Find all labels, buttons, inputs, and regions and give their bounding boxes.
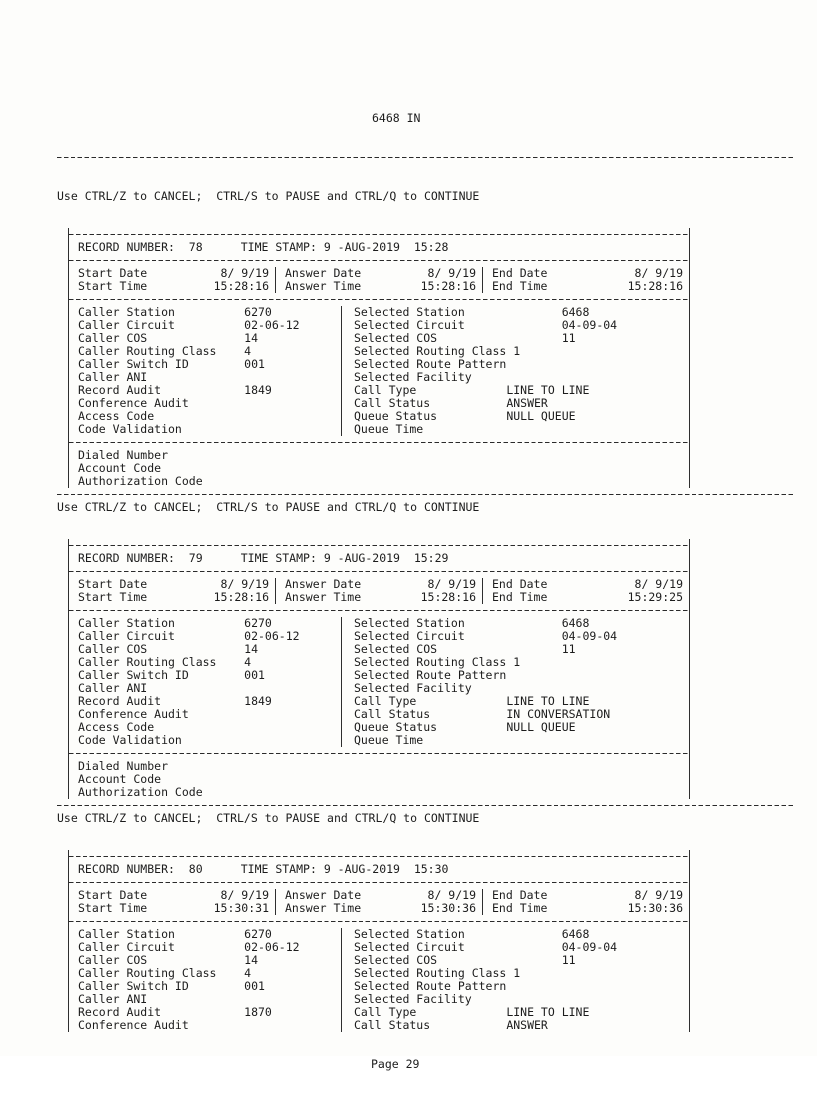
end-time-label: End Time <box>492 901 548 915</box>
caller-field-label: Caller COS <box>78 953 148 967</box>
record-footer-line: Dialed Number <box>78 448 169 462</box>
caller-field-label: Caller ANI <box>78 370 148 384</box>
start-date-value: 8/ 9/19 <box>220 888 269 902</box>
record-box <box>68 539 690 799</box>
caller-field-value: 02-06-12 <box>244 318 300 332</box>
caller-field-value: 1870 <box>244 1005 272 1019</box>
selected-field-value: LINE TO LINE <box>506 383 590 397</box>
caller-field-label: Caller COS <box>78 331 148 345</box>
divider <box>69 604 689 617</box>
caller-field-value: 001 <box>244 668 265 682</box>
selected-field-label: Selected Route Pattern <box>354 668 507 682</box>
selected-field-label: Selected Circuit <box>354 629 465 643</box>
selected-field-value: ANSWER <box>506 1018 548 1032</box>
selected-field-label: Call Type <box>354 383 417 397</box>
start-time-cell <box>69 591 275 604</box>
divider <box>57 488 795 501</box>
start-time-value: 15:30:31 <box>213 901 269 915</box>
selected-field-label: Call Status <box>354 396 431 410</box>
record-box <box>68 228 690 488</box>
caller-field-value: 02-06-12 <box>244 940 300 954</box>
record-number-label: RECORD NUMBER: <box>78 862 175 876</box>
end-time-cell <box>482 902 689 915</box>
end-date-value: 8/ 9/19 <box>634 888 683 902</box>
start-time-cell <box>69 902 275 915</box>
end-time-label: End Time <box>492 279 548 293</box>
selected-field-label: Selected Routing Class <box>354 344 507 358</box>
caller-cell <box>69 734 341 747</box>
selected-cell <box>341 423 689 436</box>
selected-field-value: ANSWER <box>506 396 548 410</box>
start-time-cell <box>69 280 275 293</box>
caller-field-label: Record Audit <box>78 383 162 397</box>
selected-field-label: Selected COS <box>354 953 438 967</box>
selected-field-label: Call Type <box>354 694 417 708</box>
selected-field-label: Selected Station <box>354 927 465 941</box>
date-row <box>69 591 689 604</box>
answer-time-value: 15:28:16 <box>420 279 476 293</box>
control-hint: Use CTRL/Z to CANCEL; CTRL/S to PAUSE and CTRL/Q to CONTINUE <box>57 189 480 203</box>
selected-field-value: 04-09-04 <box>561 318 618 332</box>
selected-field-value: IN CONVERSATION <box>506 707 611 721</box>
caller-field-label: Record Audit <box>78 694 162 708</box>
start-time-value: 15:28:16 <box>213 279 269 293</box>
divider <box>57 799 795 812</box>
end-date-value: 8/ 9/19 <box>634 266 683 280</box>
caller-field-label: Caller Circuit <box>78 318 175 332</box>
end-time-value: 15:30:36 <box>627 901 683 915</box>
end-date-label: End Date <box>492 888 548 902</box>
selected-field-label: Selected COS <box>354 331 438 345</box>
divider <box>69 539 689 552</box>
time-stamp-value: 9 -AUG-2019 15:29 <box>323 551 449 565</box>
date-row <box>69 267 689 280</box>
date-row <box>69 578 689 591</box>
record-number-label: RECORD NUMBER: <box>78 551 175 565</box>
selected-field-value: 11 <box>561 642 576 656</box>
selected-field-value: 6468 <box>561 927 590 941</box>
selected-field-label: Selected Facility <box>354 370 472 384</box>
caller-field-value: 14 <box>244 642 259 656</box>
record-footer-line: Account Code <box>78 461 162 475</box>
selected-cell <box>341 1019 689 1032</box>
answer-time-label: Answer Time <box>285 279 362 293</box>
divider <box>69 876 689 889</box>
selected-field-value: 6468 <box>561 305 590 319</box>
end-time-cell <box>482 591 689 604</box>
time-stamp-value: 9 -AUG-2019 15:28 <box>323 240 449 254</box>
divider <box>69 228 689 241</box>
caller-field-label: Caller ANI <box>78 992 148 1006</box>
start-time-label: Start Time <box>78 279 148 293</box>
answer-time-label: Answer Time <box>285 590 362 604</box>
divider <box>69 915 689 928</box>
selected-field-label: Selected Station <box>354 616 465 630</box>
selected-cell <box>341 734 689 747</box>
control-hint: Use CTRL/Z to CANCEL; CTRL/S to PAUSE and CTRL/Q to CONTINUE <box>57 500 480 514</box>
caller-field-value: 4 <box>244 655 252 669</box>
selected-field-label: Selected Routing Class <box>354 966 507 980</box>
selected-field-label: Selected Circuit <box>354 318 465 332</box>
start-date-value: 8/ 9/19 <box>220 577 269 591</box>
selected-field-value: NULL QUEUE <box>506 409 576 423</box>
selected-field-value: 04-09-04 <box>561 629 618 643</box>
start-time-label: Start Time <box>78 901 148 915</box>
divider <box>57 151 795 164</box>
divider <box>69 436 689 449</box>
divider <box>69 293 689 306</box>
record-number-value: 80 <box>188 862 203 876</box>
selected-field-label: Selected Route Pattern <box>354 357 507 371</box>
answer-time-value: 15:28:16 <box>420 590 476 604</box>
selected-field-value: 1 <box>513 344 521 358</box>
selected-field-label: Selected Station <box>354 305 465 319</box>
selected-field-value: 1 <box>513 655 521 669</box>
divider <box>69 254 689 267</box>
answer-date-label: Answer Date <box>285 577 362 591</box>
start-time-value: 15:28:16 <box>213 590 269 604</box>
selected-field-label: Selected Route Pattern <box>354 979 507 993</box>
end-time-label: End Time <box>492 590 548 604</box>
end-time-value: 15:29:25 <box>627 590 683 604</box>
caller-field-value: 4 <box>244 344 252 358</box>
answer-time-label: Answer Time <box>285 901 362 915</box>
date-row <box>69 902 689 915</box>
record-number-value: 78 <box>188 240 203 254</box>
answer-date-value: 8/ 9/19 <box>427 577 476 591</box>
caller-field-value: 1849 <box>244 383 272 397</box>
selected-field-label: Selected COS <box>354 642 438 656</box>
selected-field-label: Queue Status <box>354 720 438 734</box>
caller-field-label: Caller Station <box>78 927 175 941</box>
caller-field-label: Caller Routing Class <box>78 344 217 358</box>
caller-field-value: 6270 <box>244 616 272 630</box>
time-stamp-value: 9 -AUG-2019 15:30 <box>323 862 449 876</box>
time-stamp-label: TIME STAMP: <box>240 240 317 254</box>
divider <box>69 565 689 578</box>
start-time-label: Start Time <box>78 590 148 604</box>
caller-field-value: 6270 <box>244 305 272 319</box>
selected-field-label: Call Status <box>354 707 431 721</box>
caller-field-value: 6270 <box>244 927 272 941</box>
caller-field-label: Caller ANI <box>78 681 148 695</box>
caller-field-label: Access Code <box>78 409 155 423</box>
record-box <box>68 850 690 1032</box>
end-time-cell <box>482 280 689 293</box>
page-number: Page 29 <box>371 1057 420 1071</box>
answer-time-value: 15:30:36 <box>420 901 476 915</box>
caller-field-value: 14 <box>244 953 259 967</box>
caller-field-value: 1849 <box>244 694 272 708</box>
caller-field-label: Caller Circuit <box>78 629 175 643</box>
record-footer-line: Authorization Code <box>78 785 203 799</box>
record-footer-line: Authorization Code <box>78 474 203 488</box>
caller-field-label: Caller Switch ID <box>78 979 189 993</box>
selected-field-value: 1 <box>513 966 521 980</box>
page-title: 6468 IN <box>372 111 421 125</box>
caller-field-value: 4 <box>244 966 252 980</box>
caller-field-label: Caller Circuit <box>78 940 175 954</box>
start-date-value: 8/ 9/19 <box>220 266 269 280</box>
answer-date-value: 8/ 9/19 <box>427 266 476 280</box>
caller-field-label: Caller Routing Class <box>78 966 217 980</box>
selected-field-value: 6468 <box>561 616 590 630</box>
selected-field-label: Selected Facility <box>354 681 472 695</box>
selected-field-label: Selected Routing Class <box>354 655 507 669</box>
record-block <box>68 850 690 1032</box>
record-header <box>69 552 689 565</box>
record-number-value: 79 <box>188 551 203 565</box>
record-header <box>69 863 689 876</box>
date-row <box>69 280 689 293</box>
answer-date-value: 8/ 9/19 <box>427 888 476 902</box>
selected-field-label: Selected Circuit <box>354 940 465 954</box>
caller-field-label: Access Code <box>78 720 155 734</box>
selected-field-label: Call Status <box>354 1018 431 1032</box>
selected-field-label: Call Type <box>354 1005 417 1019</box>
record-header <box>69 241 689 254</box>
records-container <box>57 190 795 1032</box>
caller-field-label: Caller Station <box>78 305 175 319</box>
end-time-value: 15:28:16 <box>627 279 683 293</box>
caller-field-value: 14 <box>244 331 259 345</box>
record-footer-line: Account Code <box>78 772 162 786</box>
field-row <box>69 1019 689 1032</box>
caller-field-value: 001 <box>244 357 265 371</box>
record-footer-line: Dialed Number <box>78 759 169 773</box>
answer-date-label: Answer Date <box>285 888 362 902</box>
caller-field-label: Code Validation <box>78 422 182 436</box>
end-date-label: End Date <box>492 577 548 591</box>
answer-time-cell <box>275 280 482 293</box>
selected-field-label: Queue Status <box>354 409 438 423</box>
caller-field-label: Caller COS <box>78 642 148 656</box>
divider <box>69 747 689 760</box>
time-stamp-label: TIME STAMP: <box>240 862 317 876</box>
answer-date-label: Answer Date <box>285 266 362 280</box>
end-date-value: 8/ 9/19 <box>634 577 683 591</box>
date-row <box>69 889 689 902</box>
selected-field-label: Selected Facility <box>354 992 472 1006</box>
selected-field-value: 04-09-04 <box>561 940 618 954</box>
caller-field-label: Caller Station <box>78 616 175 630</box>
caller-cell <box>69 423 341 436</box>
selected-field-value: NULL QUEUE <box>506 720 576 734</box>
selected-field-label: Queue Time <box>354 733 424 747</box>
time-stamp-label: TIME STAMP: <box>240 551 317 565</box>
caller-field-label: Caller Switch ID <box>78 357 189 371</box>
caller-field-label: Caller Switch ID <box>78 668 189 682</box>
caller-field-value: 02-06-12 <box>244 629 300 643</box>
record-block <box>68 539 690 812</box>
selected-field-value: LINE TO LINE <box>506 1005 590 1019</box>
divider <box>69 850 689 863</box>
selected-field-label: Queue Time <box>354 422 424 436</box>
caller-field-label: Conference Audit <box>78 396 189 410</box>
caller-cell <box>69 1019 341 1032</box>
caller-field-label: Code Validation <box>78 733 182 747</box>
record-number-label: RECORD NUMBER: <box>78 240 175 254</box>
answer-time-cell <box>275 591 482 604</box>
caller-field-label: Caller Routing Class <box>78 655 217 669</box>
selected-field-value: 11 <box>561 331 576 345</box>
answer-time-cell <box>275 902 482 915</box>
field-row <box>69 423 689 436</box>
caller-field-value: 001 <box>244 979 265 993</box>
end-date-label: End Date <box>492 266 548 280</box>
selected-field-value: 11 <box>561 953 576 967</box>
start-date-label: Start Date <box>78 266 148 280</box>
control-hint: Use CTRL/Z to CANCEL; CTRL/S to PAUSE and CTRL/Q to CONTINUE <box>57 811 480 825</box>
caller-field-label: Conference Audit <box>78 707 189 721</box>
start-date-label: Start Date <box>78 577 148 591</box>
field-row <box>69 734 689 747</box>
selected-field-value: LINE TO LINE <box>506 694 590 708</box>
start-date-label: Start Date <box>78 888 148 902</box>
caller-field-label: Conference Audit <box>78 1018 189 1032</box>
record-block <box>68 228 690 501</box>
caller-field-label: Record Audit <box>78 1005 162 1019</box>
